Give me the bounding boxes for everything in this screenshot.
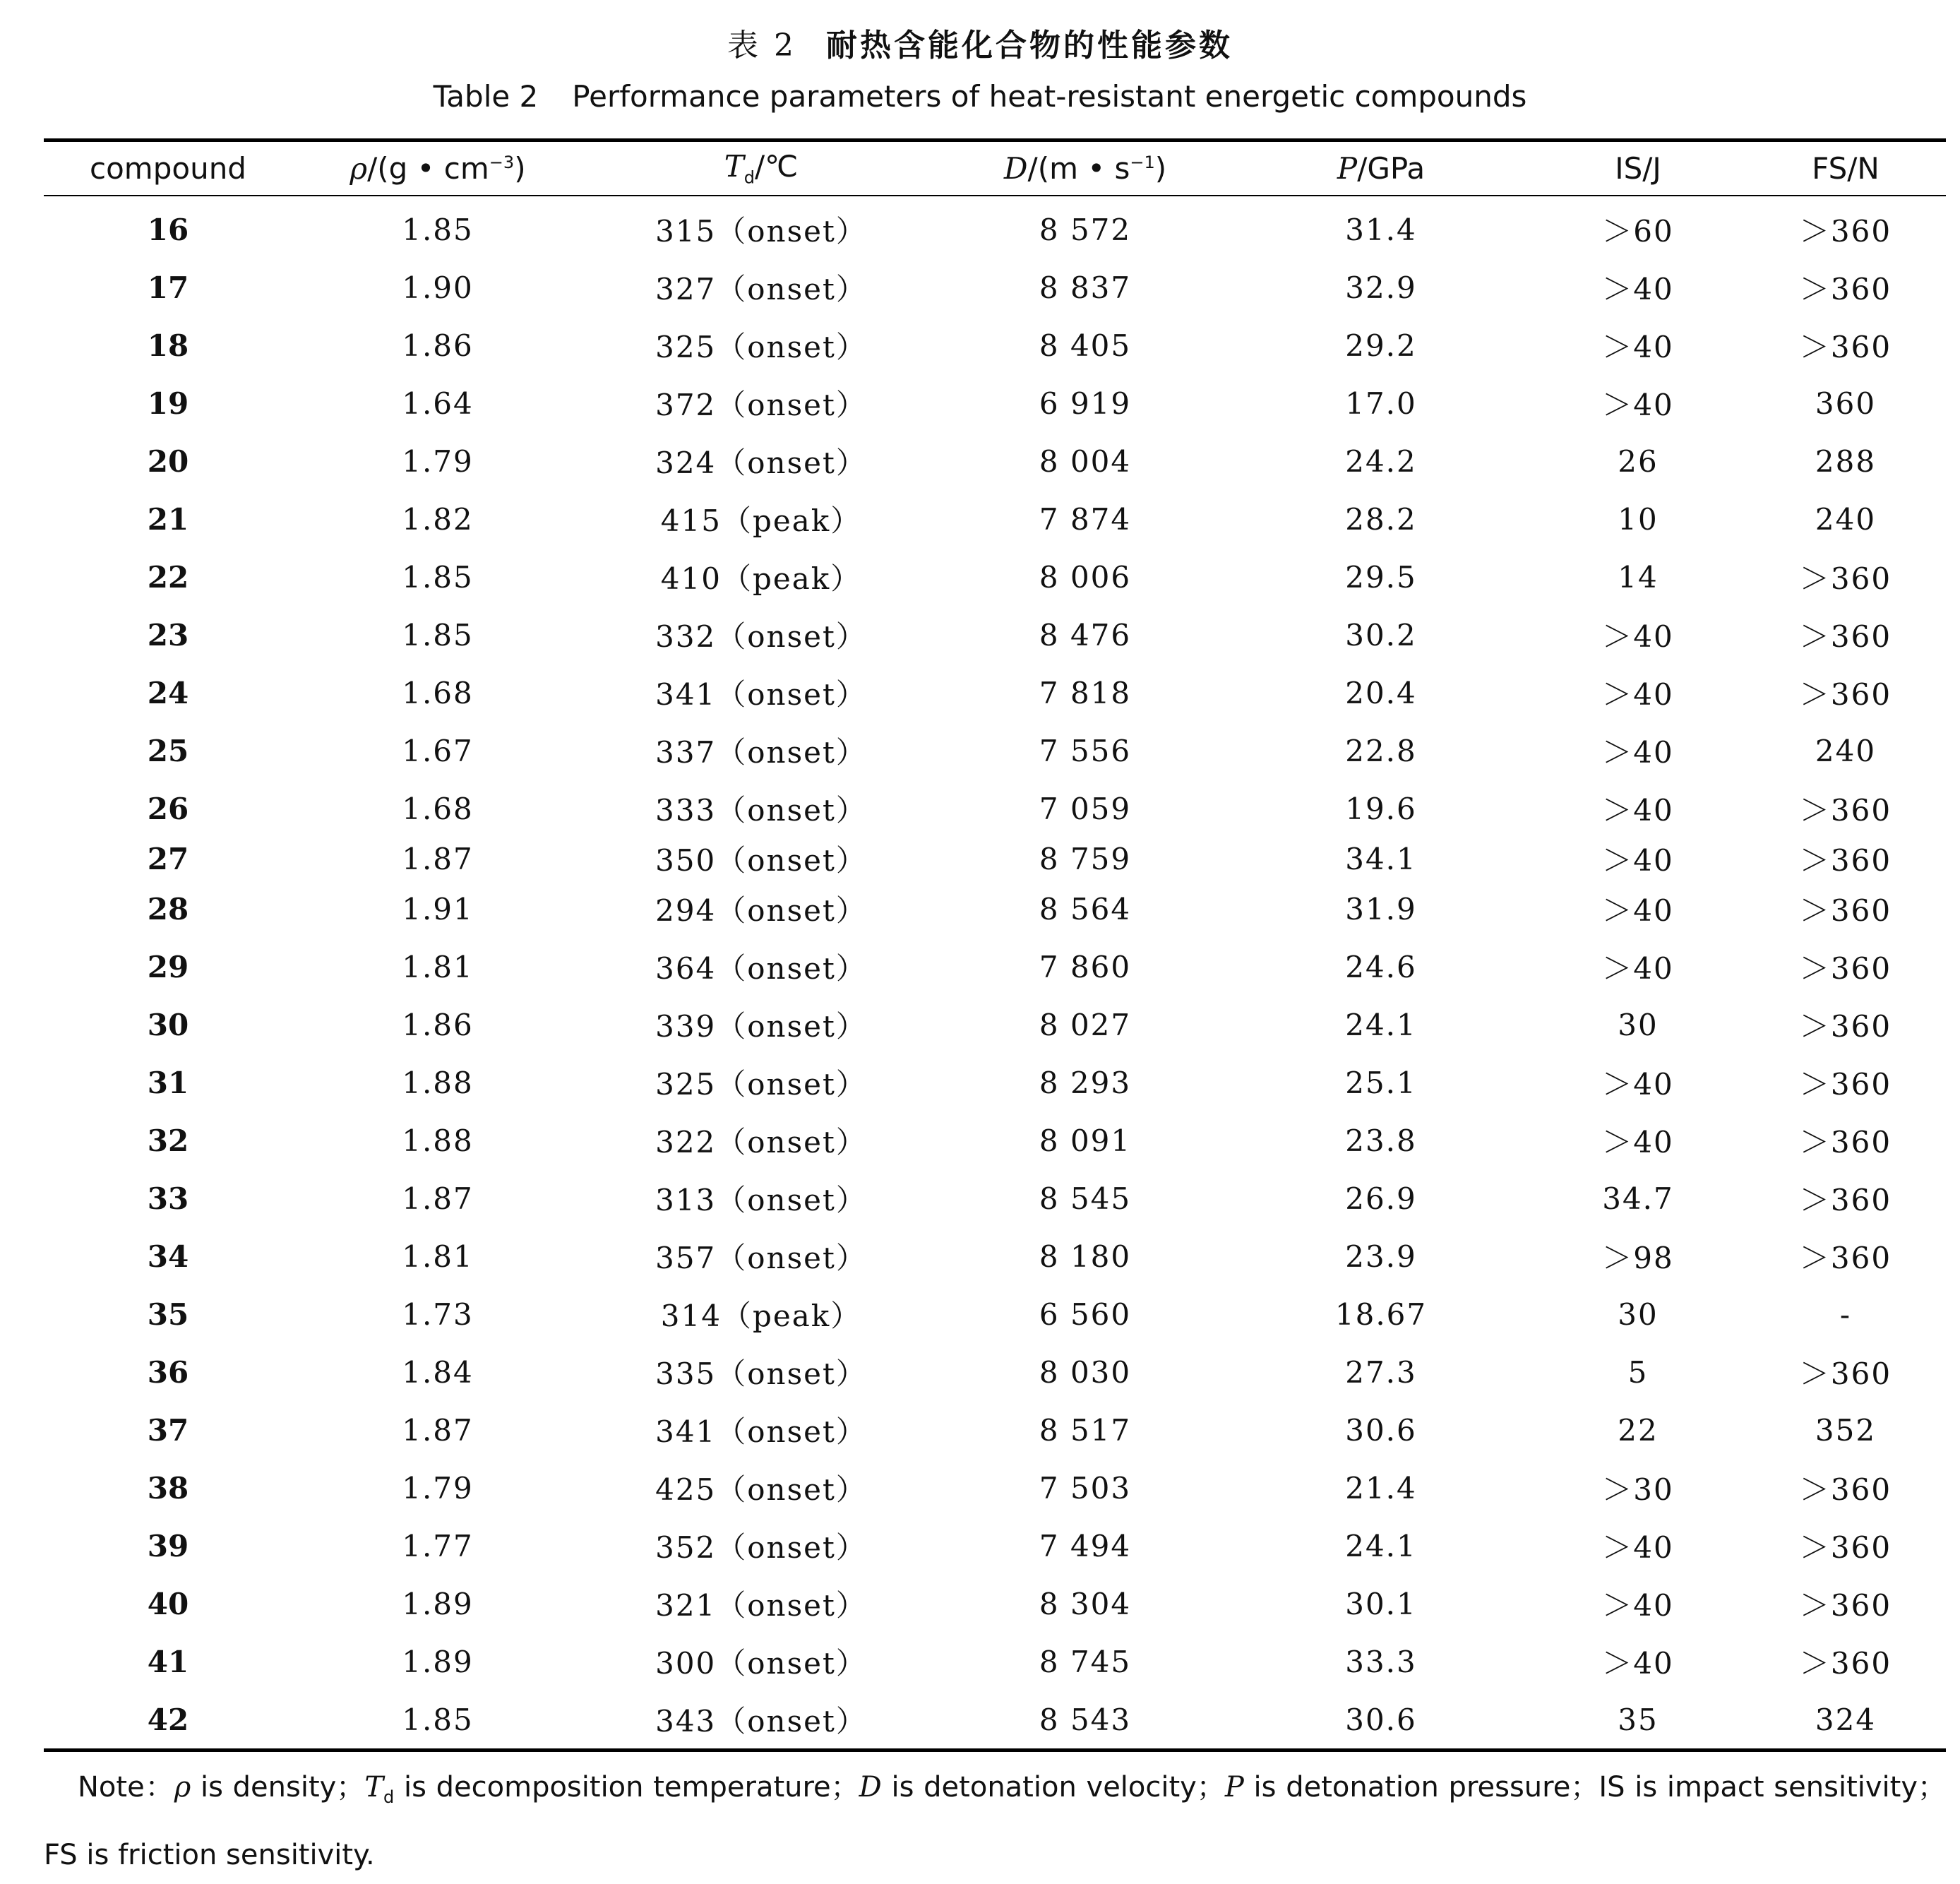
cell-impact-sensitivity: ＞40 bbox=[1602, 388, 1674, 422]
cell-compound: 32 bbox=[147, 1123, 189, 1158]
performance-table bbox=[44, 142, 1946, 1748]
cell-decomposition-temp: 415（peak） bbox=[660, 503, 862, 538]
cell-detonation-velocity: 8 476 bbox=[1039, 617, 1132, 652]
cell-impact-sensitivity: ＞40 bbox=[1602, 735, 1674, 770]
cell-decomposition-temp: 332（onset） bbox=[655, 619, 867, 654]
table-row bbox=[44, 722, 1946, 780]
cell-detonation-velocity: 8 759 bbox=[1039, 841, 1132, 876]
cell-density: 1.68 bbox=[402, 791, 474, 826]
cell-detonation-pressure: 27.3 bbox=[1345, 1354, 1417, 1390]
cell-friction-sensitivity: ＞360 bbox=[1799, 1241, 1892, 1275]
cell-detonation-velocity: 8 564 bbox=[1039, 891, 1132, 926]
cell-friction-sensitivity: ＞360 bbox=[1799, 619, 1892, 654]
cell-detonation-pressure: 30.1 bbox=[1345, 1586, 1417, 1621]
header-p-symbol: P bbox=[1337, 151, 1358, 186]
cell-detonation-velocity: 7 874 bbox=[1039, 501, 1132, 537]
cell-detonation-pressure: 18.67 bbox=[1334, 1296, 1428, 1332]
header-density-close: ) bbox=[514, 151, 526, 186]
table-note bbox=[44, 1758, 1946, 1884]
header-decomposition-temp bbox=[583, 142, 939, 196]
cell-impact-sensitivity: ＞40 bbox=[1602, 272, 1674, 306]
cell-detonation-velocity: 8 543 bbox=[1039, 1702, 1132, 1737]
cell-compound: 21 bbox=[147, 501, 189, 537]
cell-decomposition-temp: 352（onset） bbox=[655, 1530, 867, 1565]
cell-density: 1.86 bbox=[402, 1007, 474, 1042]
cell-detonation-pressure: 24.6 bbox=[1345, 949, 1417, 984]
cell-friction-sensitivity: 240 bbox=[1815, 501, 1877, 537]
cell-detonation-velocity: 6 560 bbox=[1039, 1296, 1132, 1332]
cell-compound: 22 bbox=[147, 559, 189, 595]
cell-detonation-velocity: 8 180 bbox=[1039, 1239, 1132, 1274]
header-friction-sensitivity: FS/N bbox=[1812, 151, 1880, 186]
cell-impact-sensitivity: ＞40 bbox=[1602, 677, 1674, 712]
table-bottom-rule bbox=[44, 1748, 1946, 1752]
cell-impact-sensitivity: ＞40 bbox=[1602, 1530, 1674, 1565]
caption-en-label: Table 2 bbox=[433, 79, 539, 114]
cell-compound: 33 bbox=[147, 1181, 189, 1216]
header-td-unit: /℃ bbox=[754, 149, 799, 184]
cell-detonation-velocity: 8 572 bbox=[1039, 212, 1132, 247]
cell-detonation-pressure: 30.6 bbox=[1345, 1412, 1417, 1448]
cell-density: 1.85 bbox=[402, 1702, 474, 1737]
table-row bbox=[44, 374, 1946, 432]
table-row bbox=[44, 1575, 1946, 1633]
table-row bbox=[44, 1633, 1946, 1691]
cell-compound: 19 bbox=[147, 386, 189, 421]
note-td-subscript: d bbox=[383, 1787, 395, 1807]
cell-impact-sensitivity: ＞40 bbox=[1602, 619, 1674, 654]
cell-impact-sensitivity: 35 bbox=[1618, 1702, 1659, 1737]
cell-density: 1.90 bbox=[402, 270, 474, 305]
table-row bbox=[44, 490, 1946, 548]
cell-decomposition-temp: 294（onset） bbox=[655, 893, 867, 928]
cell-friction-sensitivity: ＞360 bbox=[1799, 1009, 1892, 1044]
cell-compound: 16 bbox=[147, 212, 189, 247]
header-td-subscript: d bbox=[743, 167, 755, 188]
header-density-exponent: −3 bbox=[489, 153, 515, 172]
header-td-symbol: T bbox=[724, 149, 744, 184]
header-density bbox=[292, 142, 583, 196]
cell-decomposition-temp: 327（onset） bbox=[655, 272, 867, 306]
cell-friction-sensitivity: ＞360 bbox=[1799, 330, 1892, 364]
table-row bbox=[44, 1517, 1946, 1575]
note-p-symbol: P bbox=[1224, 1771, 1244, 1803]
cell-detonation-pressure: 21.4 bbox=[1345, 1470, 1417, 1506]
cell-detonation-pressure: 30.2 bbox=[1345, 617, 1417, 652]
cell-impact-sensitivity: 5 bbox=[1627, 1354, 1649, 1390]
caption-cn-title: 耐热含能化合物的性能参数 bbox=[825, 28, 1233, 64]
cell-density: 1.85 bbox=[402, 212, 474, 247]
table-body bbox=[44, 196, 1946, 1748]
header-density-unit: /(g • cm bbox=[367, 151, 489, 186]
note-d-text: is detonation velocity； bbox=[881, 1771, 1225, 1803]
header-detonation-velocity bbox=[939, 142, 1231, 196]
cell-impact-sensitivity: ＞40 bbox=[1602, 793, 1674, 828]
cell-compound: 39 bbox=[147, 1528, 189, 1563]
cell-density: 1.79 bbox=[402, 1470, 474, 1506]
table-row bbox=[44, 1285, 1946, 1343]
cell-detonation-velocity: 8 006 bbox=[1039, 559, 1132, 595]
cell-friction-sensitivity: ＞360 bbox=[1799, 1530, 1892, 1565]
cell-friction-sensitivity: ＞360 bbox=[1799, 793, 1892, 828]
cell-impact-sensitivity: ＞40 bbox=[1602, 1588, 1674, 1623]
cell-compound: 20 bbox=[147, 443, 189, 479]
table-row bbox=[44, 880, 1946, 938]
cell-detonation-pressure: 28.2 bbox=[1345, 501, 1417, 537]
table-row bbox=[44, 1691, 1946, 1748]
table-row bbox=[44, 1343, 1946, 1401]
cell-detonation-pressure: 32.9 bbox=[1345, 270, 1417, 305]
cell-friction-sensitivity: 240 bbox=[1815, 733, 1877, 768]
cell-detonation-velocity: 7 503 bbox=[1039, 1470, 1132, 1506]
cell-impact-sensitivity: ＞40 bbox=[1602, 893, 1674, 928]
table-row bbox=[44, 1227, 1946, 1285]
cell-detonation-velocity: 8 837 bbox=[1039, 270, 1132, 305]
cell-detonation-pressure: 23.8 bbox=[1345, 1123, 1417, 1158]
cell-density: 1.81 bbox=[402, 949, 474, 984]
table-row bbox=[44, 1169, 1946, 1227]
cell-friction-sensitivity: ＞360 bbox=[1799, 1067, 1892, 1102]
cell-friction-sensitivity: ＞360 bbox=[1799, 561, 1892, 596]
header-impact-sensitivity: IS/J bbox=[1615, 151, 1661, 186]
cell-decomposition-temp: 425（onset） bbox=[655, 1472, 867, 1507]
cell-friction-sensitivity: ＞360 bbox=[1799, 1125, 1892, 1159]
table-row bbox=[44, 606, 1946, 664]
cell-density: 1.87 bbox=[402, 1181, 474, 1216]
cell-detonation-velocity: 6 919 bbox=[1039, 386, 1132, 421]
cell-compound: 31 bbox=[147, 1065, 189, 1100]
cell-detonation-velocity: 8 745 bbox=[1039, 1644, 1132, 1679]
cell-compound: 24 bbox=[147, 675, 189, 710]
cell-compound: 42 bbox=[147, 1702, 189, 1737]
cell-density: 1.67 bbox=[402, 733, 474, 768]
table-row bbox=[44, 548, 1946, 606]
table-header-row bbox=[44, 142, 1946, 196]
cell-compound: 26 bbox=[147, 791, 189, 826]
cell-impact-sensitivity: 22 bbox=[1618, 1412, 1659, 1448]
cell-friction-sensitivity: ＞360 bbox=[1799, 677, 1892, 712]
cell-decomposition-temp: 341（onset） bbox=[655, 677, 867, 712]
cell-detonation-pressure: 33.3 bbox=[1345, 1644, 1417, 1679]
cell-friction-sensitivity: 324 bbox=[1815, 1702, 1877, 1737]
cell-density: 1.89 bbox=[402, 1586, 474, 1621]
cell-detonation-pressure: 17.0 bbox=[1345, 386, 1417, 421]
cell-impact-sensitivity: ＞98 bbox=[1602, 1241, 1674, 1275]
cell-friction-sensitivity: ＞360 bbox=[1799, 843, 1892, 878]
cell-compound: 18 bbox=[147, 328, 189, 363]
cell-decomposition-temp: 372（onset） bbox=[655, 388, 867, 422]
cell-compound: 38 bbox=[147, 1470, 189, 1506]
cell-decomposition-temp: 325（onset） bbox=[655, 330, 867, 364]
cell-compound: 25 bbox=[147, 733, 189, 768]
cell-friction-sensitivity: ＞360 bbox=[1799, 951, 1892, 986]
cell-detonation-velocity: 7 556 bbox=[1039, 733, 1132, 768]
header-detonation-pressure bbox=[1231, 142, 1531, 196]
cell-detonation-pressure: 20.4 bbox=[1345, 675, 1417, 710]
cell-impact-sensitivity: ＞30 bbox=[1602, 1472, 1674, 1507]
cell-density: 1.68 bbox=[402, 675, 474, 710]
header-d-close: ) bbox=[1154, 151, 1167, 186]
cell-friction-sensitivity: 288 bbox=[1815, 443, 1877, 479]
cell-friction-sensitivity: ＞360 bbox=[1799, 272, 1892, 306]
cell-compound: 17 bbox=[147, 270, 189, 305]
cell-impact-sensitivity: 34.7 bbox=[1602, 1181, 1674, 1216]
cell-compound: 29 bbox=[147, 949, 189, 984]
cell-detonation-velocity: 8 304 bbox=[1039, 1586, 1132, 1621]
cell-impact-sensitivity: ＞40 bbox=[1602, 1125, 1674, 1159]
cell-friction-sensitivity: 360 bbox=[1815, 386, 1877, 421]
cell-decomposition-temp: 339（onset） bbox=[655, 1009, 867, 1044]
cell-impact-sensitivity: 30 bbox=[1618, 1007, 1659, 1042]
cell-decomposition-temp: 315（onset） bbox=[655, 214, 867, 249]
cell-decomposition-temp: 324（onset） bbox=[655, 446, 867, 480]
cell-friction-sensitivity: - bbox=[1839, 1296, 1852, 1332]
header-compound: compound bbox=[90, 151, 246, 186]
table-row bbox=[44, 664, 1946, 722]
cell-decomposition-temp: 321（onset） bbox=[655, 1588, 867, 1623]
cell-detonation-pressure: 29.2 bbox=[1345, 328, 1417, 363]
cell-impact-sensitivity: 26 bbox=[1618, 443, 1659, 479]
cell-impact-sensitivity: ＞40 bbox=[1602, 1067, 1674, 1102]
cell-density: 1.86 bbox=[402, 328, 474, 363]
cell-density: 1.77 bbox=[402, 1528, 474, 1563]
cell-compound: 36 bbox=[147, 1354, 189, 1390]
header-d-unit: /(m • s bbox=[1027, 151, 1130, 186]
cell-detonation-pressure: 26.9 bbox=[1345, 1181, 1417, 1216]
note-prefix: Note： bbox=[78, 1771, 174, 1803]
header-p-unit: /GPa bbox=[1357, 151, 1426, 186]
cell-detonation-pressure: 29.5 bbox=[1345, 559, 1417, 595]
cell-friction-sensitivity: ＞360 bbox=[1799, 1472, 1892, 1507]
cell-compound: 27 bbox=[147, 841, 189, 876]
cell-friction-sensitivity: 352 bbox=[1815, 1412, 1877, 1448]
cell-detonation-velocity: 8 517 bbox=[1039, 1412, 1132, 1448]
cell-density: 1.88 bbox=[402, 1123, 474, 1158]
cell-detonation-velocity: 8 030 bbox=[1039, 1354, 1132, 1390]
cell-compound: 35 bbox=[147, 1296, 189, 1332]
cell-density: 1.85 bbox=[402, 559, 474, 595]
cell-detonation-velocity: 7 059 bbox=[1039, 791, 1132, 826]
cell-detonation-pressure: 24.1 bbox=[1345, 1007, 1417, 1042]
cell-decomposition-temp: 325（onset） bbox=[655, 1067, 867, 1102]
cell-density: 1.91 bbox=[402, 891, 474, 926]
cell-decomposition-temp: 322（onset） bbox=[655, 1125, 867, 1159]
cell-detonation-velocity: 7 494 bbox=[1039, 1528, 1132, 1563]
cell-decomposition-temp: 357（onset） bbox=[655, 1241, 867, 1275]
table-row bbox=[44, 1054, 1946, 1111]
cell-detonation-velocity: 8 004 bbox=[1039, 443, 1132, 479]
cell-decomposition-temp: 335（onset） bbox=[655, 1357, 867, 1391]
note-td-text: is decomposition temperature； bbox=[394, 1771, 859, 1803]
cell-density: 1.84 bbox=[402, 1354, 474, 1390]
cell-detonation-pressure: 24.1 bbox=[1345, 1528, 1417, 1563]
cell-detonation-pressure: 19.6 bbox=[1345, 791, 1417, 826]
header-d-symbol: D bbox=[1003, 151, 1028, 186]
cell-compound: 30 bbox=[147, 1007, 189, 1042]
header-d-exponent: −1 bbox=[1130, 153, 1155, 172]
cell-decomposition-temp: 343（onset） bbox=[655, 1704, 867, 1739]
note-td-symbol: T bbox=[364, 1771, 383, 1803]
table-row bbox=[44, 780, 1946, 837]
cell-density: 1.79 bbox=[402, 443, 474, 479]
cell-density: 1.89 bbox=[402, 1644, 474, 1679]
cell-friction-sensitivity: ＞360 bbox=[1799, 1646, 1892, 1681]
caption-cn bbox=[0, 20, 1960, 65]
note-d-symbol: D bbox=[859, 1771, 882, 1803]
cell-compound: 28 bbox=[147, 891, 189, 926]
cell-friction-sensitivity: ＞360 bbox=[1799, 1183, 1892, 1217]
cell-detonation-pressure: 34.1 bbox=[1345, 841, 1417, 876]
table-row bbox=[44, 837, 1946, 880]
cell-decomposition-temp: 337（onset） bbox=[655, 735, 867, 770]
table-row bbox=[44, 1459, 1946, 1517]
cell-decomposition-temp: 314（peak） bbox=[660, 1299, 862, 1333]
cell-detonation-pressure: 30.6 bbox=[1345, 1702, 1417, 1737]
cell-detonation-pressure: 25.1 bbox=[1345, 1065, 1417, 1100]
cell-compound: 37 bbox=[147, 1412, 189, 1448]
cell-compound: 41 bbox=[147, 1644, 189, 1679]
cell-decomposition-temp: 313（onset） bbox=[655, 1183, 867, 1217]
header-density-symbol: ρ bbox=[349, 151, 368, 186]
cell-detonation-velocity: 7 818 bbox=[1039, 675, 1132, 710]
cell-detonation-pressure: 31.4 bbox=[1345, 212, 1417, 247]
cell-detonation-velocity: 8 293 bbox=[1039, 1065, 1132, 1100]
cell-density: 1.87 bbox=[402, 841, 474, 876]
table-row bbox=[44, 196, 1946, 258]
cell-decomposition-temp: 364（onset） bbox=[655, 951, 867, 986]
table-row bbox=[44, 258, 1946, 316]
caption-cn-label: 表 2 bbox=[727, 28, 796, 64]
cell-decomposition-temp: 333（onset） bbox=[655, 793, 867, 828]
cell-decomposition-temp: 300（onset） bbox=[655, 1646, 867, 1681]
cell-detonation-velocity: 8 027 bbox=[1039, 1007, 1132, 1042]
table-row bbox=[44, 1111, 1946, 1169]
table-row bbox=[44, 996, 1946, 1054]
cell-compound: 23 bbox=[147, 617, 189, 652]
cell-impact-sensitivity: 10 bbox=[1618, 501, 1659, 537]
cell-detonation-velocity: 8 091 bbox=[1039, 1123, 1132, 1158]
cell-detonation-velocity: 8 405 bbox=[1039, 328, 1132, 363]
cell-compound: 40 bbox=[147, 1586, 189, 1621]
cell-impact-sensitivity: 14 bbox=[1618, 559, 1659, 595]
cell-impact-sensitivity: ＞40 bbox=[1602, 330, 1674, 364]
cell-detonation-velocity: 7 860 bbox=[1039, 949, 1132, 984]
cell-decomposition-temp: 350（onset） bbox=[655, 843, 867, 878]
cell-density: 1.64 bbox=[402, 386, 474, 421]
cell-detonation-pressure: 31.9 bbox=[1345, 891, 1417, 926]
cell-decomposition-temp: 341（onset） bbox=[655, 1414, 867, 1449]
cell-density: 1.88 bbox=[402, 1065, 474, 1100]
cell-detonation-pressure: 23.9 bbox=[1345, 1239, 1417, 1274]
cell-friction-sensitivity: ＞360 bbox=[1799, 893, 1892, 928]
cell-density: 1.87 bbox=[402, 1412, 474, 1448]
cell-friction-sensitivity: ＞360 bbox=[1799, 214, 1892, 249]
cell-impact-sensitivity: ＞40 bbox=[1602, 1646, 1674, 1681]
cell-detonation-velocity: 8 545 bbox=[1039, 1181, 1132, 1216]
table-row bbox=[44, 432, 1946, 490]
cell-impact-sensitivity: ＞40 bbox=[1602, 843, 1674, 878]
cell-friction-sensitivity: ＞360 bbox=[1799, 1588, 1892, 1623]
note-rho-symbol: ρ bbox=[174, 1771, 191, 1803]
cell-detonation-pressure: 24.2 bbox=[1345, 443, 1417, 479]
table-row bbox=[44, 1401, 1946, 1459]
cell-detonation-pressure: 22.8 bbox=[1345, 733, 1417, 768]
cell-density: 1.73 bbox=[402, 1296, 474, 1332]
caption-en-title: Performance parameters of heat-resistant energetic compounds bbox=[572, 79, 1527, 114]
caption-en bbox=[0, 79, 1960, 114]
cell-density: 1.81 bbox=[402, 1239, 474, 1274]
table-row bbox=[44, 316, 1946, 374]
cell-friction-sensitivity: ＞360 bbox=[1799, 1357, 1892, 1391]
cell-density: 1.85 bbox=[402, 617, 474, 652]
note-rho-text: is density； bbox=[191, 1771, 365, 1803]
cell-compound: 34 bbox=[147, 1239, 189, 1274]
note-p-text: is detonation pressure；IS is impact sensitivity；FS is friction sensitivity. bbox=[44, 1771, 1947, 1871]
cell-decomposition-temp: 410（peak） bbox=[660, 561, 862, 596]
cell-density: 1.82 bbox=[402, 501, 474, 537]
cell-impact-sensitivity: ＞60 bbox=[1602, 214, 1674, 249]
cell-impact-sensitivity: ＞40 bbox=[1602, 951, 1674, 986]
cell-impact-sensitivity: 30 bbox=[1618, 1296, 1659, 1332]
table-row bbox=[44, 938, 1946, 996]
